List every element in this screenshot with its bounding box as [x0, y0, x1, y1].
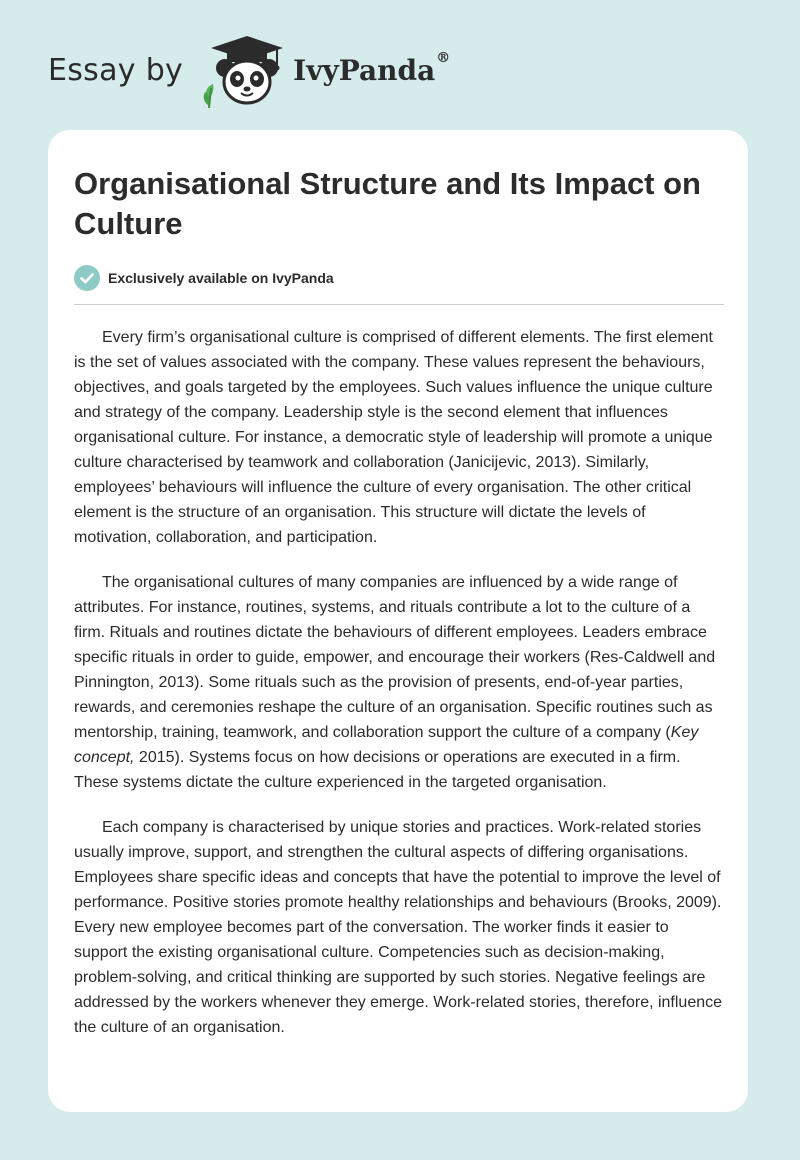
- page-title: Organisational Structure and Its Impact on Culture: [74, 166, 701, 241]
- essay-card: [48, 130, 748, 1112]
- registered-mark: ®: [436, 49, 451, 66]
- paragraph-2-italic: Key concept,: [74, 724, 699, 766]
- essay-body: [74, 325, 724, 1040]
- check-circle-icon: [74, 265, 100, 291]
- paragraph-2-before: The organisational cultures of many companies are influenced by a wide range of attributes. For instance, routines, systems, and rituals contribute a lot to the culture of a firm. Rituals and routines dictate the behaviours of different employees. Leaders embrace specific rituals in order to guide, empower, and encourage their workers (Res-Caldwell and Pinnington, 2013). Some rituals such as the provision of presents, end-of-year parties, rewards, and ceremonies reshape the culture of an organisation. Specific routines such as mentorship, training, teamwork, and collaboration support the culture of a company (: [74, 574, 716, 741]
- essay-content: [74, 164, 724, 1060]
- site-header: [48, 30, 450, 110]
- divider: [74, 304, 724, 305]
- essay-by-label: Essay by: [48, 52, 184, 88]
- brand-name[interactable]: [293, 49, 451, 87]
- panda-graduate-logo-icon[interactable]: [197, 30, 289, 110]
- brand-name-text: IvyPanda: [293, 53, 436, 87]
- paragraph-3: Each company is characterised by unique stories and practices. Work-related stories usually improve, support, and strengthen the cultural aspects of differing organisations. Employees share specific ideas and concepts that have the potential to improve the level of performance. Positive stories promote healthy relationships and behaviours (Brooks, 2009). Every new employee becomes part of the conversation. The worker finds it easier to support the existing organisational culture. Competencies such as decision-making, problem-solving, and critical thinking are supported by such stories. Negative feelings are addressed by the workers whenever they emerge. Work-related stories, therefore, influence the culture of an organisation.: [74, 819, 723, 1036]
- paragraph-2-after: 2015). Systems focus on how decisions or operations are executed in a firm. These systems dictate the culture experienced in the targeted organisation.: [74, 749, 681, 791]
- exclusive-badge: [74, 264, 724, 292]
- badge-text: Exclusively available on IvyPanda: [108, 270, 334, 286]
- paragraph-1: Every firm’s organisational culture is comprised of different elements. The first element is the set of values associated with the company. These values represent the behaviours, objectives, and goals targeted by the employees. Such values influence the unique culture and strategy of the company. Leadership style is the second element that influences organisational culture. For instance, a democratic style of leadership will promote a unique culture characterised by teamwork and collaboration (Janicijevic, 2013). Similarly, employees’ behaviours will influence the culture of every organisation. The other critical element is the structure of an organisation. This structure will dictate the levels of motivation, collaboration, and participation.: [74, 329, 713, 546]
- paragraph-2: [74, 570, 724, 795]
